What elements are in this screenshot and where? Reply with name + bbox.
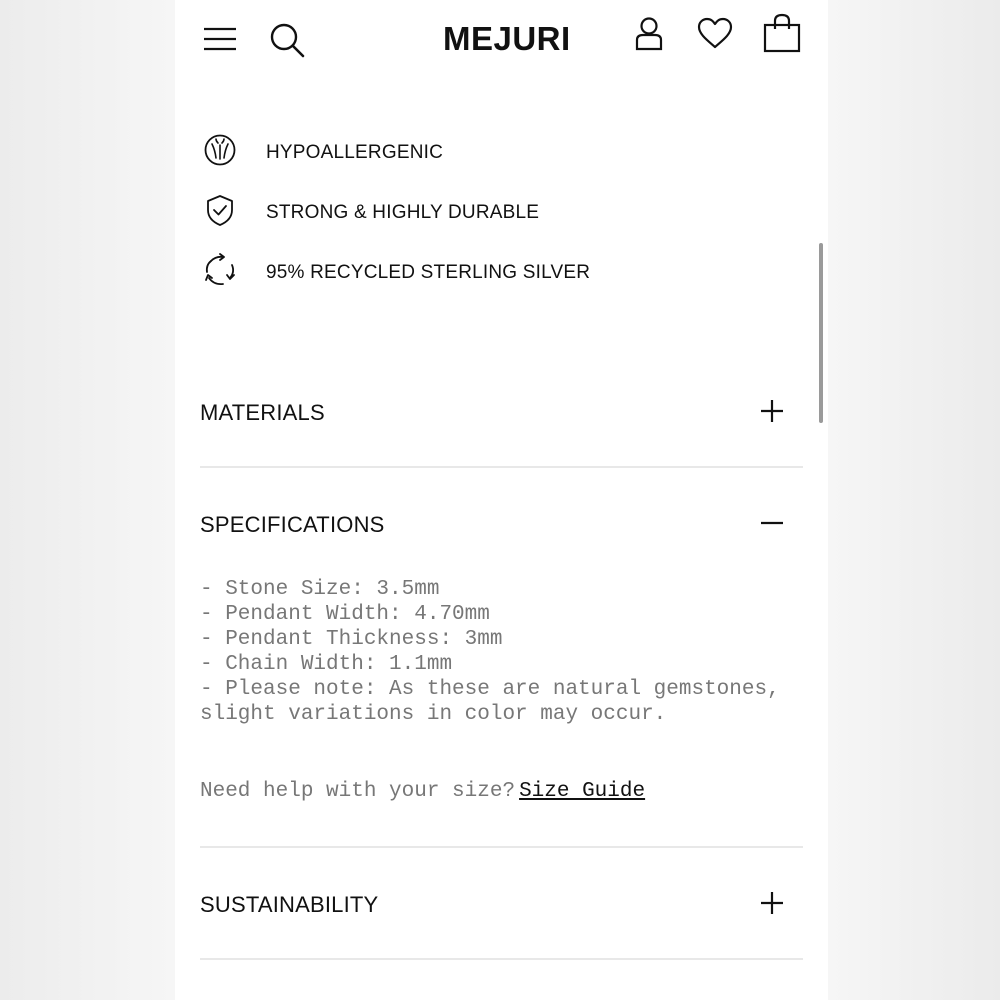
shield-check-icon — [203, 193, 237, 227]
menu-icon[interactable] — [203, 26, 237, 52]
feature-durable — [203, 193, 763, 233]
specifications-content — [200, 577, 800, 727]
plus-icon[interactable] — [759, 398, 785, 424]
hypoallergenic-icon — [203, 133, 237, 167]
spec-line: - Chain Width: 1.1mm — [200, 653, 453, 676]
divider — [200, 466, 803, 468]
size-guide-link[interactable]: Size Guide — [519, 780, 646, 803]
accordion-sustainability-title[interactable]: SUSTAINABILITY — [200, 892, 379, 917]
plus-icon[interactable] — [759, 890, 785, 916]
recycle-icon — [203, 253, 237, 287]
feature-recycled — [203, 253, 763, 293]
feature-label: 95% RECYCLED STERLING SILVER — [266, 262, 591, 283]
feature-label: STRONG & HIGHLY DURABLE — [266, 202, 540, 223]
heart-icon[interactable] — [697, 17, 733, 49]
product-details-screen — [175, 0, 828, 1000]
divider — [200, 846, 803, 848]
feature-label: HYPOALLERGENIC — [266, 142, 444, 163]
divider — [200, 958, 803, 960]
accordion-specifications-title[interactable]: SPECIFICATIONS — [200, 512, 385, 537]
feature-hypoallergenic — [203, 133, 763, 173]
size-help-text: Need help with your size? — [200, 780, 516, 803]
background-right — [828, 0, 1000, 1000]
accordion-materials-title[interactable]: MATERIALS — [200, 400, 325, 425]
minus-icon[interactable] — [759, 510, 785, 536]
search-icon[interactable] — [269, 22, 305, 58]
spec-line: - Stone Size: 3.5mm — [200, 578, 440, 601]
bag-icon[interactable] — [763, 13, 801, 53]
account-icon[interactable] — [634, 16, 664, 52]
scrollbar[interactable] — [819, 243, 823, 423]
background-left — [0, 0, 175, 1000]
brand-logo[interactable]: MEJURI — [443, 20, 571, 57]
size-help — [200, 780, 645, 803]
spec-line: - Please note: As these are natural gemstones, slight variations in color may occur. — [200, 678, 793, 726]
spec-line: - Pendant Thickness: 3mm — [200, 628, 503, 651]
spec-line: - Pendant Width: 4.70mm — [200, 603, 490, 626]
